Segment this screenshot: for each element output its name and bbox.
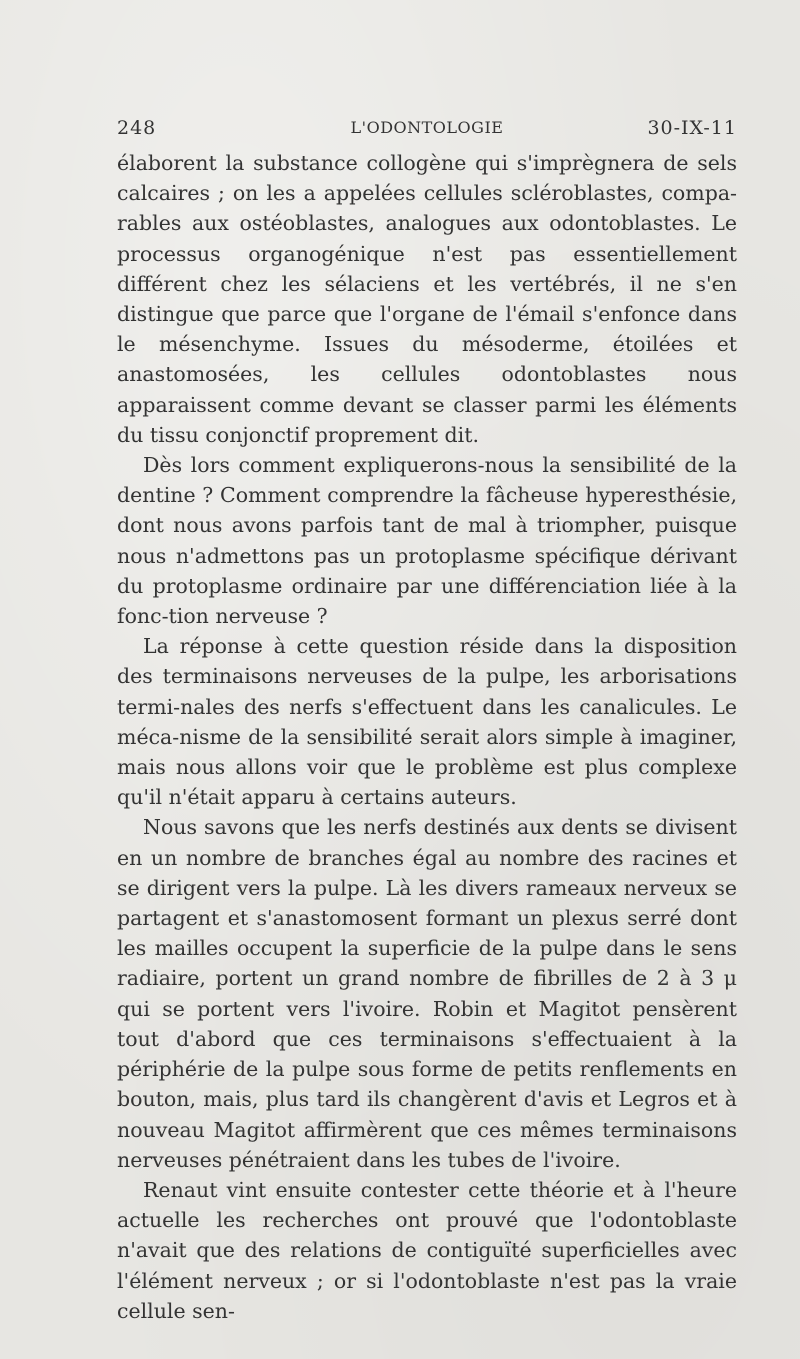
- paragraph: Renaut vint ensuite contester cette théorie et à l'heure actuelle les recherches ont prouvé que l'odontoblaste n'avait que des relations de contiguïté superficielles avec l'élément nerveux ; or si l'odontoblaste n'est pas la vraie cellule sen-: [117, 1177, 737, 1323]
- body-text: [117, 148, 737, 1326]
- paragraph: Nous savons que les nerfs destinés aux dents se divisent en un nombre de branches égal au nombre des racines et se dirigent vers la pulpe. Là les divers rameaux nerveux se partagent et s'anastomosent formant un plexus serré dont les mailles occupent la superficie de la pulpe dans le sens radiaire, portent un grand nombre de fibrilles de 2 à 3 μ qui se portent vers l'ivoire. Robin et Magitot pensèrent tout d'abord que ces terminaisons s'effectuaient à la périphérie de la pulpe sous forme de petits renflements en bouton, mais, plus tard ils changèrent d'avis et Legros et à nouveau Magitot affirmèrent que ces mêmes terminaisons nerveuses pénétraient dans les tubes de l'ivoire.: [117, 815, 737, 1172]
- paragraph: Dès lors comment expliquerons-nous la sensibilité de la dentine ? Comment comprendre la fâcheuse hyperesthésie, dont nous avons parfois tant de mal à triompher, puisque nous n'admettons pas un protoplasme spécifique dérivant du protoplasme ordinaire par une différenciation liée à la fonc-tion nerveuse ?: [117, 453, 737, 629]
- issue-date: 30-IX-11: [647, 117, 737, 139]
- running-header: [117, 114, 737, 142]
- paragraph: La réponse à cette question réside dans la disposition des terminaisons nerveuses de la pulpe, les arborisations termi-nales des nerfs s'effectuent dans les canalicules. Le méca-nisme de la sensibilité serait alors simple à imaginer, mais nous allons voir que le problème est plus complexe qu'il n'était apparu à certains auteurs.: [117, 634, 737, 810]
- page-number: 248: [117, 117, 157, 139]
- paragraph: élaborent la substance collogène qui s'imprègnera de sels calcaires ; on les a appelées cellules scléroblastes, compa-rables aux ostéoblastes, analogues aux odontoblastes. Le processus organogénique n'est pas essentiellement différent chez les sélaciens et les vertébrés, il ne s'en distingue que parce que l'organe de l'émail s'enfonce dans le mésenchyme. Issues du mésoderme, étoilées et anastomosées, les cellules odontoblastes nous apparaissent comme devant se classer parmi les éléments du tissu conjonctif proprement dit.: [117, 151, 737, 447]
- journal-title: L'ODONTOLOGIE: [350, 118, 504, 137]
